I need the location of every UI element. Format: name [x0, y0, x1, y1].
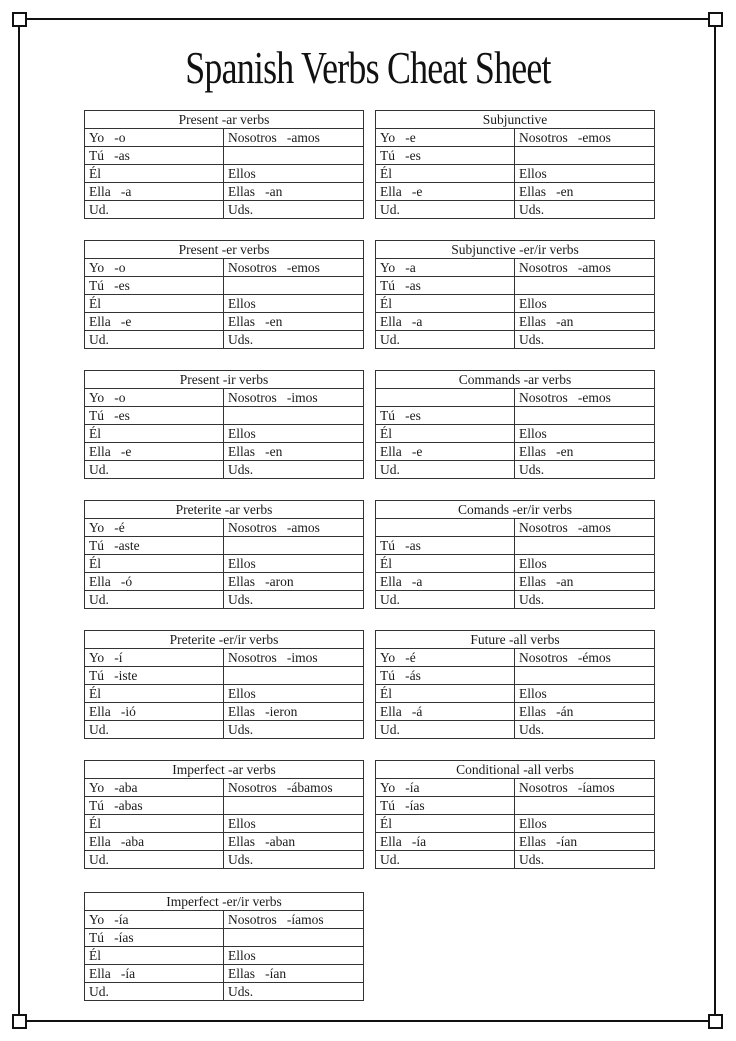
plural-cell: [224, 277, 364, 295]
plural-cell: Uds.: [224, 461, 364, 479]
singular-cell: Tú -es: [85, 407, 224, 425]
table-row: [376, 389, 655, 407]
table-row: [85, 331, 364, 349]
verb-table: [84, 760, 364, 869]
plural-cell: Ellos: [224, 947, 364, 965]
table-row: [376, 407, 655, 425]
table-row: [85, 519, 364, 537]
plural-cell: Nosotros -amos: [224, 129, 364, 147]
plural-cell: Nosotros -íamos: [224, 911, 364, 929]
table-row: [376, 797, 655, 815]
singular-cell: Él: [376, 685, 515, 703]
table-heading-row: [376, 241, 655, 259]
singular-cell: Ud.: [376, 721, 515, 739]
table-row: [85, 721, 364, 739]
plural-cell: Nosotros -amos: [515, 519, 655, 537]
verb-table: [375, 240, 655, 349]
plural-cell: Nosotros -emos: [515, 389, 655, 407]
table-row: [376, 815, 655, 833]
frame-left-line: [18, 19, 20, 1021]
singular-cell: Ud.: [85, 721, 224, 739]
singular-cell: Ud.: [85, 331, 224, 349]
plural-cell: Nosotros -imos: [224, 389, 364, 407]
plural-cell: Ellas -ieron: [224, 703, 364, 721]
frame-corner-top-left: [12, 12, 27, 27]
plural-cell: Ellos: [224, 165, 364, 183]
singular-cell: Ella -ía: [376, 833, 515, 851]
table-heading-row: [376, 501, 655, 519]
table-row: [376, 851, 655, 869]
singular-cell: Ud.: [85, 983, 224, 1001]
plural-cell: Nosotros -ábamos: [224, 779, 364, 797]
plural-cell: Nosotros -imos: [224, 649, 364, 667]
table-row: [85, 183, 364, 201]
singular-cell: Yo -o: [85, 259, 224, 277]
table-row: [376, 425, 655, 443]
table-heading: Comands -er/ir verbs: [376, 501, 655, 519]
table-row: [376, 129, 655, 147]
table-row: [376, 183, 655, 201]
frame-corner-top-right: [708, 12, 723, 27]
table-row: [376, 779, 655, 797]
table-row: [376, 555, 655, 573]
plural-cell: [224, 667, 364, 685]
page-title: Spanish Verbs Cheat Sheet: [185, 42, 551, 93]
plural-cell: Ellas -ían: [515, 833, 655, 851]
singular-cell: Tú -ás: [376, 667, 515, 685]
singular-cell: Ella -e: [85, 443, 224, 461]
plural-cell: [515, 667, 655, 685]
table-row: [376, 685, 655, 703]
plural-cell: [224, 929, 364, 947]
plural-cell: Ellas -en: [224, 443, 364, 461]
singular-cell: Yo -a: [376, 259, 515, 277]
plural-cell: Nosotros -amos: [515, 259, 655, 277]
frame-corner-bottom-right: [708, 1014, 723, 1029]
singular-cell: Ella -e: [85, 313, 224, 331]
table-row: [85, 965, 364, 983]
singular-cell: Él: [376, 165, 515, 183]
singular-cell: Tú -ías: [85, 929, 224, 947]
table-row: [85, 779, 364, 797]
plural-cell: Ellas -aban: [224, 833, 364, 851]
frame-top-line: [19, 18, 716, 20]
table-row: [85, 703, 364, 721]
table-row: [85, 461, 364, 479]
table-row: [85, 443, 364, 461]
plural-cell: Uds.: [515, 591, 655, 609]
singular-cell: Tú -es: [376, 147, 515, 165]
plural-cell: [224, 797, 364, 815]
singular-cell: Ella -ía: [85, 965, 224, 983]
table-heading: Subjunctive -er/ir verbs: [376, 241, 655, 259]
plural-cell: Ellos: [515, 425, 655, 443]
table-heading: Subjunctive: [376, 111, 655, 129]
singular-cell: Tú -aste: [85, 537, 224, 555]
table-heading-row: [85, 371, 364, 389]
table-heading-row: [376, 111, 655, 129]
table-row: [85, 277, 364, 295]
singular-cell: Él: [85, 295, 224, 313]
singular-cell: Tú -as: [85, 147, 224, 165]
table-heading-row: [85, 111, 364, 129]
table-row: [85, 147, 364, 165]
singular-cell: Él: [376, 555, 515, 573]
singular-cell: Ella -á: [376, 703, 515, 721]
plural-cell: Uds.: [515, 461, 655, 479]
plural-cell: Uds.: [224, 983, 364, 1001]
singular-cell: Ud.: [85, 851, 224, 869]
verb-table: [375, 760, 655, 869]
singular-cell: Ella -a: [376, 313, 515, 331]
table-row: [376, 443, 655, 461]
singular-cell: Yo -o: [85, 389, 224, 407]
singular-cell: Ella -aba: [85, 833, 224, 851]
plural-cell: Ellas -an: [515, 313, 655, 331]
table-row: [85, 833, 364, 851]
singular-cell: Él: [85, 165, 224, 183]
table-row: [376, 573, 655, 591]
singular-cell: Ella -a: [376, 573, 515, 591]
table-row: [85, 259, 364, 277]
plural-cell: [224, 147, 364, 165]
table-row: [85, 573, 364, 591]
singular-cell: Él: [85, 555, 224, 573]
singular-cell: Él: [85, 685, 224, 703]
table-row: [376, 201, 655, 219]
singular-cell: Él: [85, 947, 224, 965]
plural-cell: Uds.: [224, 331, 364, 349]
table-heading: Commands -ar verbs: [376, 371, 655, 389]
table-row: [85, 407, 364, 425]
plural-cell: Ellas -en: [224, 313, 364, 331]
plural-cell: Nosotros -íamos: [515, 779, 655, 797]
table-heading-row: [85, 631, 364, 649]
singular-cell: Tú -ías: [376, 797, 515, 815]
plural-cell: Uds.: [515, 721, 655, 739]
plural-cell: Ellas -án: [515, 703, 655, 721]
plural-cell: Ellas -aron: [224, 573, 364, 591]
table-row: [85, 851, 364, 869]
verb-table: [84, 240, 364, 349]
plural-cell: [224, 407, 364, 425]
verb-table: [375, 500, 655, 609]
plural-cell: Uds.: [224, 851, 364, 869]
table-heading: Preterite -ar verbs: [85, 501, 364, 519]
table-row: [376, 649, 655, 667]
singular-cell: [376, 389, 515, 407]
singular-cell: Ud.: [85, 591, 224, 609]
verb-table: [375, 630, 655, 739]
singular-cell: Tú -es: [85, 277, 224, 295]
plural-cell: Nosotros -emos: [224, 259, 364, 277]
table-row: [376, 667, 655, 685]
plural-cell: Ellos: [224, 425, 364, 443]
plural-cell: Ellos: [515, 555, 655, 573]
table-row: [376, 331, 655, 349]
plural-cell: Uds.: [224, 201, 364, 219]
table-heading-row: [85, 893, 364, 911]
verb-table: [84, 892, 364, 1001]
singular-cell: Yo -í: [85, 649, 224, 667]
singular-cell: Yo -aba: [85, 779, 224, 797]
singular-cell: Él: [376, 815, 515, 833]
table-row: [85, 667, 364, 685]
table-row: [85, 929, 364, 947]
table-row: [376, 313, 655, 331]
plural-cell: Uds.: [224, 591, 364, 609]
table-heading-row: [85, 241, 364, 259]
table-row: [85, 313, 364, 331]
verb-table: [84, 370, 364, 479]
table-row: [376, 833, 655, 851]
table-heading-row: [376, 761, 655, 779]
table-heading: Future -all verbs: [376, 631, 655, 649]
singular-cell: Tú -as: [376, 277, 515, 295]
table-row: [376, 259, 655, 277]
plural-cell: Ellas -en: [515, 183, 655, 201]
table-row: [376, 591, 655, 609]
table-heading: Imperfect -er/ir verbs: [85, 893, 364, 911]
singular-cell: Yo -e: [376, 129, 515, 147]
table-row: [85, 983, 364, 1001]
singular-cell: Yo -o: [85, 129, 224, 147]
verb-table: [84, 630, 364, 739]
singular-cell: Yo -ía: [85, 911, 224, 929]
verb-table: [84, 500, 364, 609]
singular-cell: Ud.: [85, 201, 224, 219]
plural-cell: Ellos: [224, 295, 364, 313]
singular-cell: Ella -a: [85, 183, 224, 201]
singular-cell: Ud.: [376, 591, 515, 609]
singular-cell: Ud.: [85, 461, 224, 479]
table-row: [85, 129, 364, 147]
table-row: [376, 295, 655, 313]
frame-corner-bottom-left: [12, 1014, 27, 1029]
table-heading: Preterite -er/ir verbs: [85, 631, 364, 649]
plural-cell: Nosotros -emos: [515, 129, 655, 147]
singular-cell: Ella -ó: [85, 573, 224, 591]
singular-cell: Ella -e: [376, 443, 515, 461]
table-row: [376, 147, 655, 165]
table-row: [85, 165, 364, 183]
singular-cell: Ud.: [376, 201, 515, 219]
table-heading-row: [376, 631, 655, 649]
table-row: [85, 685, 364, 703]
table-row: [85, 425, 364, 443]
plural-cell: Ellos: [224, 555, 364, 573]
table-heading: Conditional -all verbs: [376, 761, 655, 779]
plural-cell: Nosotros -amos: [224, 519, 364, 537]
table-row: [85, 555, 364, 573]
table-row: [376, 703, 655, 721]
frame-bottom-line: [19, 1020, 716, 1022]
plural-cell: Ellas -ían: [224, 965, 364, 983]
table-row: [85, 537, 364, 555]
plural-cell: Ellas -an: [515, 573, 655, 591]
singular-cell: Yo -é: [376, 649, 515, 667]
table-row: [376, 537, 655, 555]
singular-cell: Él: [376, 295, 515, 313]
singular-cell: Él: [376, 425, 515, 443]
plural-cell: Uds.: [515, 851, 655, 869]
table-row: [85, 649, 364, 667]
plural-cell: [224, 537, 364, 555]
table-row: [376, 277, 655, 295]
table-heading: Present -ar verbs: [85, 111, 364, 129]
plural-cell: [515, 407, 655, 425]
table-row: [376, 721, 655, 739]
verb-table: [375, 110, 655, 219]
singular-cell: Ud.: [376, 331, 515, 349]
table-row: [376, 165, 655, 183]
plural-cell: Ellos: [515, 295, 655, 313]
plural-cell: Ellos: [224, 685, 364, 703]
singular-cell: Ella -ió: [85, 703, 224, 721]
plural-cell: Ellos: [515, 685, 655, 703]
table-heading-row: [376, 371, 655, 389]
table-row: [376, 461, 655, 479]
singular-cell: Él: [85, 815, 224, 833]
plural-cell: Nosotros -émos: [515, 649, 655, 667]
singular-cell: Ella -e: [376, 183, 515, 201]
plural-cell: [515, 277, 655, 295]
table-heading: Imperfect -ar verbs: [85, 761, 364, 779]
singular-cell: Tú -iste: [85, 667, 224, 685]
singular-cell: Yo -ía: [376, 779, 515, 797]
table-heading: Present -ir verbs: [85, 371, 364, 389]
table-row: [85, 797, 364, 815]
plural-cell: Ellos: [224, 815, 364, 833]
table-row: [85, 947, 364, 965]
table-row: [85, 815, 364, 833]
table-row: [85, 389, 364, 407]
table-row: [85, 295, 364, 313]
singular-cell: Ud.: [376, 461, 515, 479]
plural-cell: Uds.: [224, 721, 364, 739]
plural-cell: [515, 537, 655, 555]
singular-cell: Ud.: [376, 851, 515, 869]
frame-right-line: [714, 19, 716, 1021]
plural-cell: [515, 147, 655, 165]
plural-cell: Uds.: [515, 201, 655, 219]
table-row: [85, 591, 364, 609]
plural-cell: Ellas -en: [515, 443, 655, 461]
plural-cell: Ellos: [515, 815, 655, 833]
singular-cell: Él: [85, 425, 224, 443]
plural-cell: Ellas -an: [224, 183, 364, 201]
table-heading: Present -er verbs: [85, 241, 364, 259]
plural-cell: Uds.: [515, 331, 655, 349]
table-heading-row: [85, 501, 364, 519]
singular-cell: [376, 519, 515, 537]
verb-table: [375, 370, 655, 479]
table-heading-row: [85, 761, 364, 779]
singular-cell: Tú -abas: [85, 797, 224, 815]
table-row: [85, 201, 364, 219]
plural-cell: [515, 797, 655, 815]
singular-cell: Tú -es: [376, 407, 515, 425]
singular-cell: Tú -as: [376, 537, 515, 555]
plural-cell: Ellos: [515, 165, 655, 183]
table-row: [376, 519, 655, 537]
verb-table: [84, 110, 364, 219]
singular-cell: Yo -é: [85, 519, 224, 537]
table-row: [85, 911, 364, 929]
